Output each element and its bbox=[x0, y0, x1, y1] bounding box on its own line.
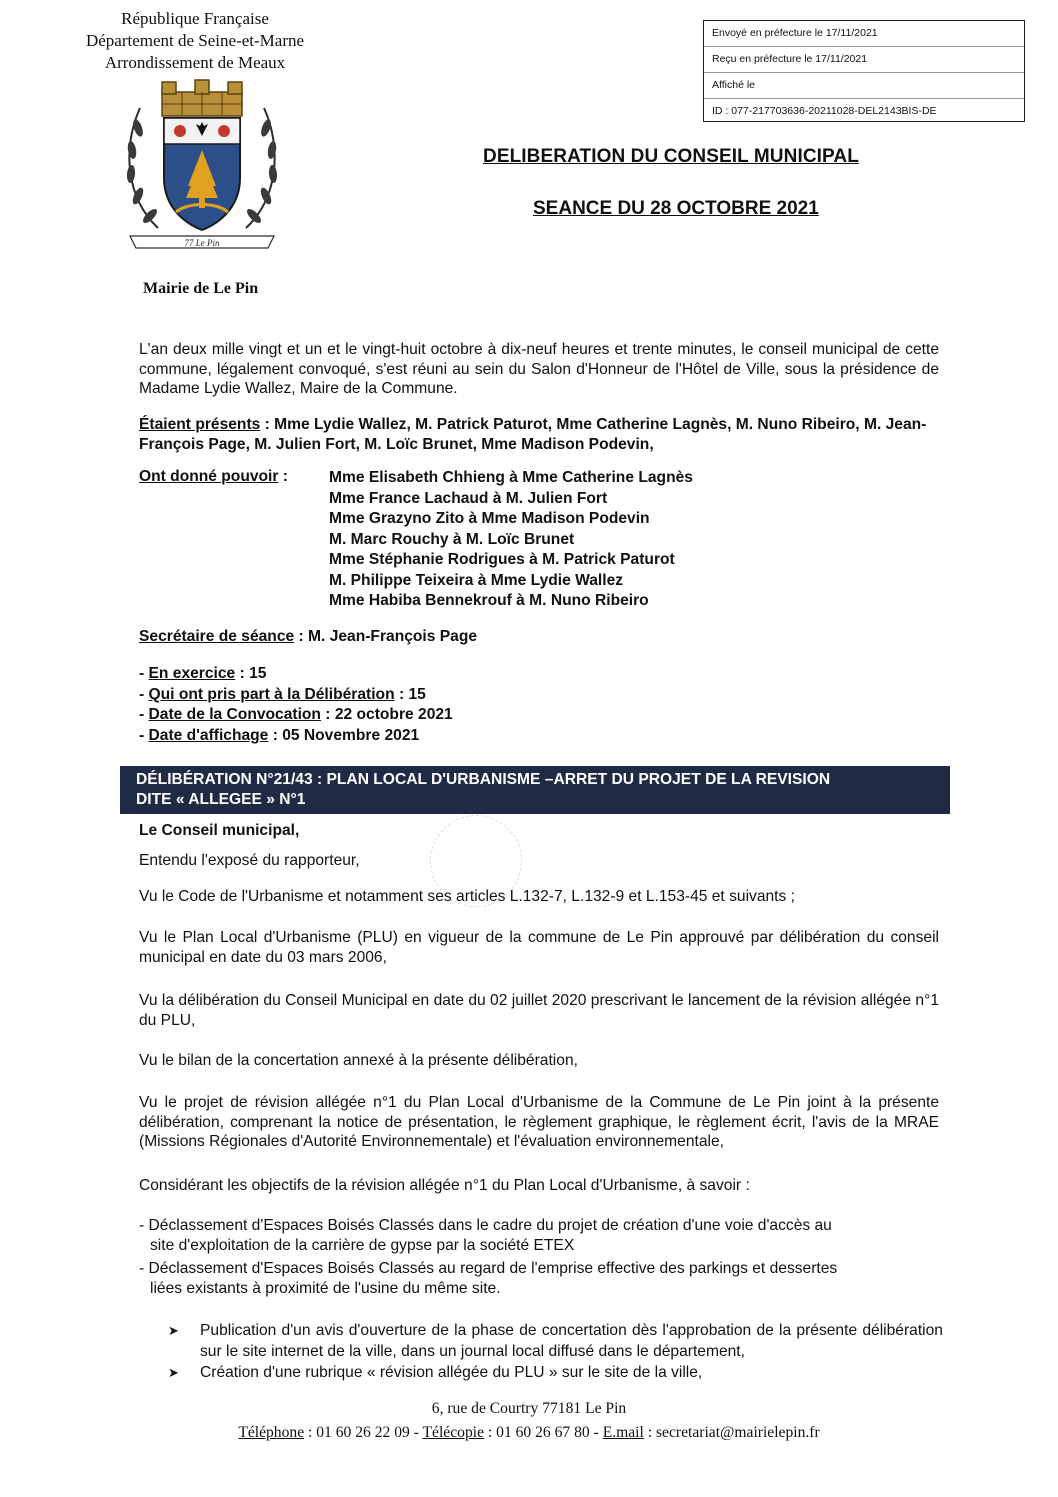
footer-contact bbox=[0, 1424, 1058, 1442]
prefecture-stamp bbox=[703, 20, 1025, 122]
arrow-list-item bbox=[168, 1320, 943, 1362]
stat-row: - Date d'affichage : 05 Novembre 2021 bbox=[139, 726, 420, 744]
banner-line-2: DITE « ALLEGEE » N°1 bbox=[136, 791, 306, 808]
deliberation-banner bbox=[120, 766, 950, 814]
stat-label: Date de la Convocation bbox=[148, 706, 321, 723]
pouvoir-item: Mme Habiba Bennekrouf à M. Nuno Ribeiro bbox=[329, 592, 649, 609]
pouvoir-item: Mme Elisabeth Chhieng à Mme Catherine Lagnès bbox=[329, 469, 693, 486]
stats-list bbox=[139, 664, 453, 746]
objective-item: - Déclassement d'Espaces Boisés Classés dans le cadre du projet de création d'une voie d'accès au site d'exploitation de la carrière de gypse par la société ETEX bbox=[139, 1216, 939, 1255]
considerant-paragraph: Considérant les objectifs de la révision allégée n°1 du Plan Local d'Urbanisme, à savoir : bbox=[139, 1177, 750, 1194]
pouvoir-item: Mme Grazyno Zito à Mme Madison Podevin bbox=[329, 510, 650, 527]
banner-line-1: DÉLIBÉRATION N°21/43 : PLAN LOCAL D'URBANISME –ARRET DU PROJET DE LA REVISION bbox=[136, 771, 831, 788]
stamp-id: ID : 077-217703636-20211028-DEL2143BIS-DE bbox=[712, 105, 937, 117]
mairie-label: Mairie de Le Pin bbox=[143, 280, 259, 297]
arrow-bullet-icon: ➤ bbox=[168, 1365, 179, 1380]
objective-line: site d'exploitation de la carrière de gypse par la société ETEX bbox=[150, 1236, 575, 1254]
arrow-list-item bbox=[168, 1362, 943, 1383]
stat-row: - Date de la Convocation : 22 octobre 2021 bbox=[139, 706, 453, 723]
objective-item: - Déclassement d'Espaces Boisés Classés au regard de l'emprise effective des parkings et dessertes liées existants à proximité de l'usine du même site. bbox=[139, 1259, 939, 1298]
footer-mail: : secretariat@mairielepin.fr bbox=[643, 1424, 820, 1441]
pouvoir-label-block bbox=[139, 468, 288, 486]
header-arrondissement: Arrondissement de Meaux bbox=[104, 53, 286, 72]
pouvoir-item: Mme France Lachaud à M. Julien Fort bbox=[329, 489, 608, 507]
conseil-heading: Le Conseil municipal, bbox=[139, 822, 300, 839]
objective-line: Déclassement d'Espaces Boisés Classés dans le cadre du projet de création d'une voie d'accès au bbox=[148, 1217, 832, 1234]
stamp-affiche: Affiché le bbox=[704, 73, 1024, 99]
presents-label: Étaient présents bbox=[139, 416, 261, 433]
coat-of-arms-logo bbox=[118, 78, 286, 254]
pouvoir-item: M. Marc Rouchy à M. Loïc Brunet bbox=[329, 530, 575, 548]
secretaire-line bbox=[139, 628, 477, 646]
stat-label: Date d'affichage bbox=[148, 726, 269, 744]
arrow-item-text: Création d'une rubrique « révision allégée du PLU » sur le site de la ville, bbox=[200, 1364, 703, 1381]
vu-bilan-paragraph: Vu le bilan de la concertation annexé à la présente délibération, bbox=[139, 1052, 578, 1069]
document-title: DELIBERATION DU CONSEIL MUNICIPAL bbox=[483, 146, 859, 167]
secretaire-label: Secrétaire de séance bbox=[139, 628, 295, 645]
stat-row: - En exercice : 15 bbox=[139, 665, 267, 682]
stat-label: En exercice bbox=[148, 665, 236, 682]
stat-label: Qui ont pris part à la Délibération bbox=[148, 685, 395, 703]
stat-row: - Qui ont pris part à la Délibération : 15 bbox=[139, 685, 426, 703]
vu-delib-paragraph: Vu la délibération du Conseil Municipal en date du 02 juillet 2020 prescrivant le lancement de la révision allégée n°1 du PLU, bbox=[139, 992, 939, 1029]
vu-projet-paragraph: Vu le projet de révision allégée n°1 du Plan Local d'Urbanisme de la Commune de Le Pin joint à la présente délibération, comprenant la notice de présentation, le règlement graphique, le règlement écrit, l'avis de la MRAE (Missions Régionales d'Autorité Environnementale) et l'évaluation environnementale, bbox=[139, 1094, 939, 1150]
header-republique: République Française bbox=[121, 9, 269, 28]
objective-line: liées existants à proximité de l'usine du même site. bbox=[150, 1279, 501, 1297]
secretaire-value: : M. Jean-François Page bbox=[294, 628, 478, 645]
footer-fax: : 01 60 26 67 80 - bbox=[484, 1424, 603, 1441]
footer-mail-label: E.mail bbox=[602, 1424, 644, 1441]
vu-code-paragraph: Vu le Code de l'Urbanisme et notamment ses articles L.132-7, L.132-9 et L.153-45 et suivants ; bbox=[139, 888, 795, 905]
pouvoir-item: M. Philippe Teixeira à Mme Lydie Wallez bbox=[329, 571, 624, 589]
arrow-bullet-icon: ➤ bbox=[168, 1323, 179, 1338]
stat-value: : 22 octobre 2021 bbox=[320, 706, 453, 723]
vu-plu-paragraph: Vu le Plan Local d'Urbanisme (PLU) en vigueur de la commune de Le Pin approuvé par délibération du conseil municipal en date du 03 mars 2006, bbox=[139, 929, 939, 966]
pouvoir-sep: : bbox=[278, 468, 288, 485]
objective-line: Déclassement d'Espaces Boisés Classés au regard de l'emprise effective des parkings et dessertes bbox=[148, 1260, 838, 1277]
presents-paragraph bbox=[139, 415, 949, 455]
footer-tel: : 01 60 26 22 09 - bbox=[304, 1424, 423, 1441]
footer-tel-label: Téléphone bbox=[238, 1424, 305, 1441]
pouvoir-label: Ont donné pouvoir bbox=[139, 468, 279, 485]
footer-address: 6, rue de Courtry 77181 Le Pin bbox=[431, 1400, 627, 1417]
stat-value: : 05 Novembre 2021 bbox=[268, 726, 420, 744]
pouvoir-list bbox=[329, 468, 693, 612]
entendu-paragraph: Entendu l'exposé du rapporteur, bbox=[139, 852, 360, 869]
stamp-envoye: Envoyé en préfecture le 17/11/2021 bbox=[704, 21, 1024, 47]
pouvoir-item: Mme Stéphanie Rodrigues à M. Patrick Paturot bbox=[329, 551, 675, 568]
session-title: SEANCE DU 28 OCTOBRE 2021 bbox=[533, 198, 819, 219]
crest-ribbon-text: 77 Le Pin bbox=[184, 238, 220, 248]
presents-list: : Mme Lydie Wallez, M. Patrick Paturot, Mme Catherine Lagnès, M. Nuno Ribeiro, M. Jean-François Page, M. Julien Fort, M. Loïc Brunet, Mme Madison Podevin, bbox=[139, 416, 927, 453]
stat-value: : 15 bbox=[394, 685, 426, 703]
stamp-recu: Reçu en préfecture le 17/11/2021 bbox=[704, 47, 1024, 73]
stat-value: : 15 bbox=[235, 665, 267, 682]
intro-paragraph: L'an deux mille vingt et un et le vingt-huit octobre à dix-neuf heures et trente minutes, le conseil municipal de cette commune, légalement convoqué, s'est réuni au sein du Salon d'Honneur de l'Hôtel de Ville, sous la présidence de Madame Lydie Wallez, Maire de la Commune. bbox=[139, 341, 939, 397]
arrow-item-text: Publication d'un avis d'ouverture de la phase de concertation dès l'approbation de la présente délibération sur le site internet de la ville, dans un journal local diffusé dans le département, bbox=[200, 1322, 943, 1360]
footer-fax-label: Télécopie bbox=[422, 1424, 485, 1441]
header-administrative-block bbox=[60, 8, 330, 74]
header-departement: Département de Seine-et-Marne bbox=[85, 31, 305, 50]
